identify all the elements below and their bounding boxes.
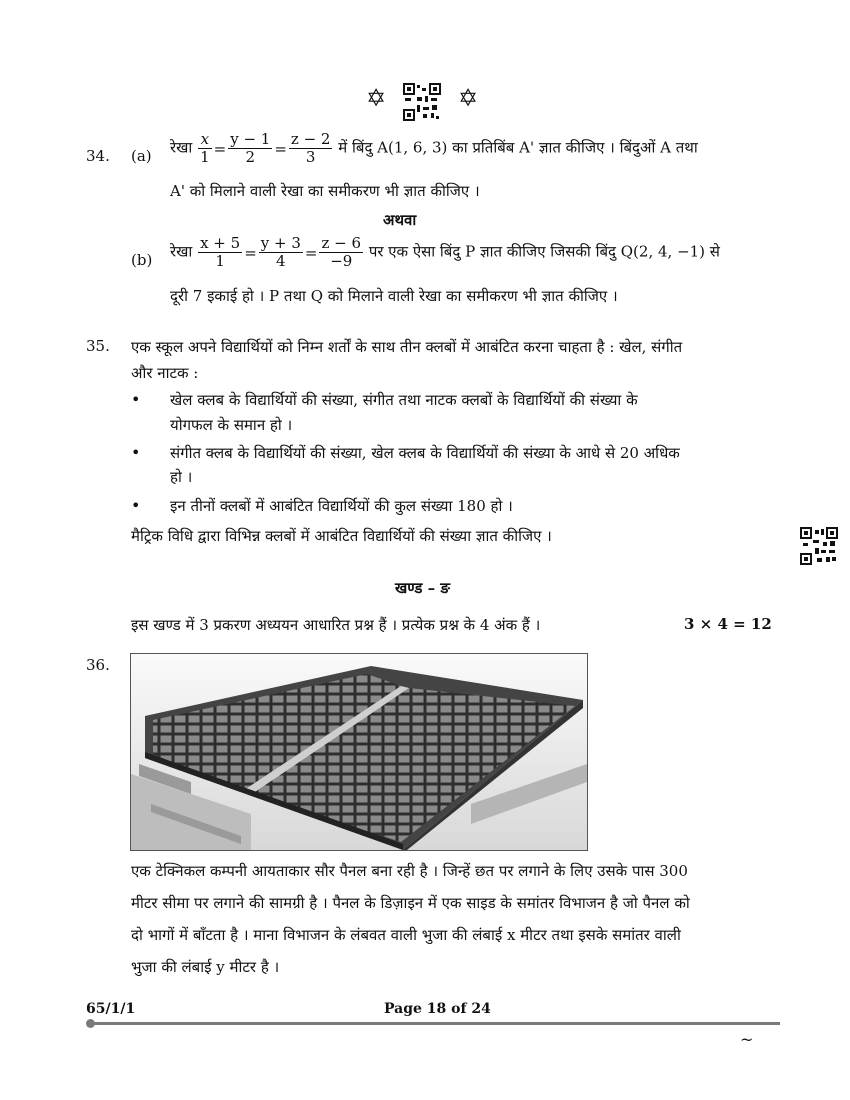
equals-sign: = xyxy=(213,139,227,158)
q34-a-label: (a) xyxy=(131,147,152,165)
equals-sign: = xyxy=(274,139,287,158)
q34-a-fraction-3: $\frac{z - 2}{3}$ xyxy=(290,130,331,166)
q34-b-label: (b) xyxy=(131,251,153,269)
q35-bullet1-line1: खेल क्लब के विद्यार्थियों की संख्या, संगीत तथा नाटक क्लबों के विद्यार्थियों की संख्या के xyxy=(170,391,638,409)
section-title: खण्ड – ङ xyxy=(395,579,450,597)
q35-bullet1-line2: योगफल के समान हो । xyxy=(170,416,293,434)
q34-a-line2: A' को मिलाने वाली रेखा का समीकरण भी ज्ञात कीजिए । xyxy=(170,182,480,200)
qr-code-side-icon xyxy=(800,527,838,565)
qr-code-top-icon xyxy=(403,83,441,121)
q35-bullet2-line1: संगीत क्लब के विद्यार्थियों की संख्या, खेल क्लब के विद्यार्थियों की संख्या के आधे से 20 अधिक xyxy=(170,444,680,462)
q34-b-line2: दूरी 7 इकाई हो । P तथा Q को मिलाने वाली रेखा का समीकरण भी ज्ञात कीजिए । xyxy=(170,287,618,305)
q36-para-line4: भुजा की लंबाई y मीटर है । xyxy=(131,958,280,976)
solar-panel-image xyxy=(130,653,588,851)
q35-intro-line1: एक स्कूल अपने विद्यार्थियों को निम्न शर्तों के साथ तीन क्लबों में आबंटित करना चाहता है : खेल, संगीत xyxy=(131,338,683,356)
star-left-icon: ✡ xyxy=(366,84,387,112)
q34-a-fraction-2: $\frac{y - 1}{2}$ xyxy=(230,130,271,166)
paper-code: 65/1/1 xyxy=(86,1001,136,1017)
q34-b-word: रेखा xyxy=(170,242,193,261)
q35-bullet2-line2: हो । xyxy=(170,468,193,486)
q34-number: 34. xyxy=(86,147,110,165)
bullet-icon: • xyxy=(131,496,141,515)
footer-rule xyxy=(90,1022,780,1025)
q34-b-fraction-1: $\frac{x + 5}{1}$ xyxy=(200,234,241,270)
q34-a-equation-line xyxy=(170,131,698,166)
q35-intro-line2: और नाटक : xyxy=(131,364,199,382)
q34-b-fraction-3: $\frac{z - 6}{-9}$ xyxy=(321,234,362,270)
q34-b-equation-line xyxy=(170,235,720,270)
q36-para-line1: एक टेक्निकल कम्पनी आयताकार सौर पैनल बना रही है । जिन्हें छत पर लगाने के लिए उसके पास 300 xyxy=(131,862,688,880)
equals-sign: = xyxy=(244,243,257,262)
q36-number: 36. xyxy=(86,656,110,674)
q35-closing: मैट्रिक विधि द्वारा विभिन्न क्लबों में आबंटित विद्यार्थियों की संख्या ज्ञात कीजिए । xyxy=(131,527,552,545)
q36-para-line2: मीटर सीमा पर लगाने की सामग्री है । पैनल के डिज़ाइन में एक साइड के समांतर विभाजन है जो पैनल को xyxy=(131,894,690,912)
q34-b-tail: पर एक ऐसा बिंदु P ज्ञात कीजिए जिसकी बिंदु Q(2, 4, −1) से xyxy=(368,242,720,261)
section-instruction: इस खण्ड में 3 प्रकरण अध्ययन आधारित प्रश्न हैं । प्रत्येक प्रश्न के 4 अंक हैं । xyxy=(131,616,541,634)
bullet-icon: • xyxy=(131,390,141,409)
q34-a-word: रेखा xyxy=(170,138,193,157)
q35-bullet3: इन तीनों क्लबों में आबंटित विद्यार्थियों की कुल संख्या 180 हो । xyxy=(170,497,513,515)
equals-sign: = xyxy=(304,243,318,262)
footer-dot xyxy=(86,1019,95,1028)
q34-b-fraction-2: $\frac{y + 3}{4}$ xyxy=(260,234,301,270)
star-right-icon: ✡ xyxy=(458,84,479,112)
q34-a-fraction-1: $\frac{x}{1}$ xyxy=(200,130,210,166)
bullet-icon: • xyxy=(131,443,141,462)
q35-number: 35. xyxy=(86,337,110,355)
q34-a-tail: में बिंदु A(1, 6, 3) का प्रतिबिंब A' ज्ञात कीजिए । बिंदुओं A तथा xyxy=(338,138,698,157)
q36-para-line3: दो भागों में बाँटता है । माना विभाजन के लंबवत वाली भुजा की लंबाई x मीटर तथा इसके समांतर वाली xyxy=(131,926,681,944)
page-number: Page 18 of 24 xyxy=(384,1001,491,1017)
footer-tilde: ~ xyxy=(740,1030,754,1049)
q34-or-heading: अथवा xyxy=(383,211,417,229)
section-marks: 3 × 4 = 12 xyxy=(684,615,772,633)
